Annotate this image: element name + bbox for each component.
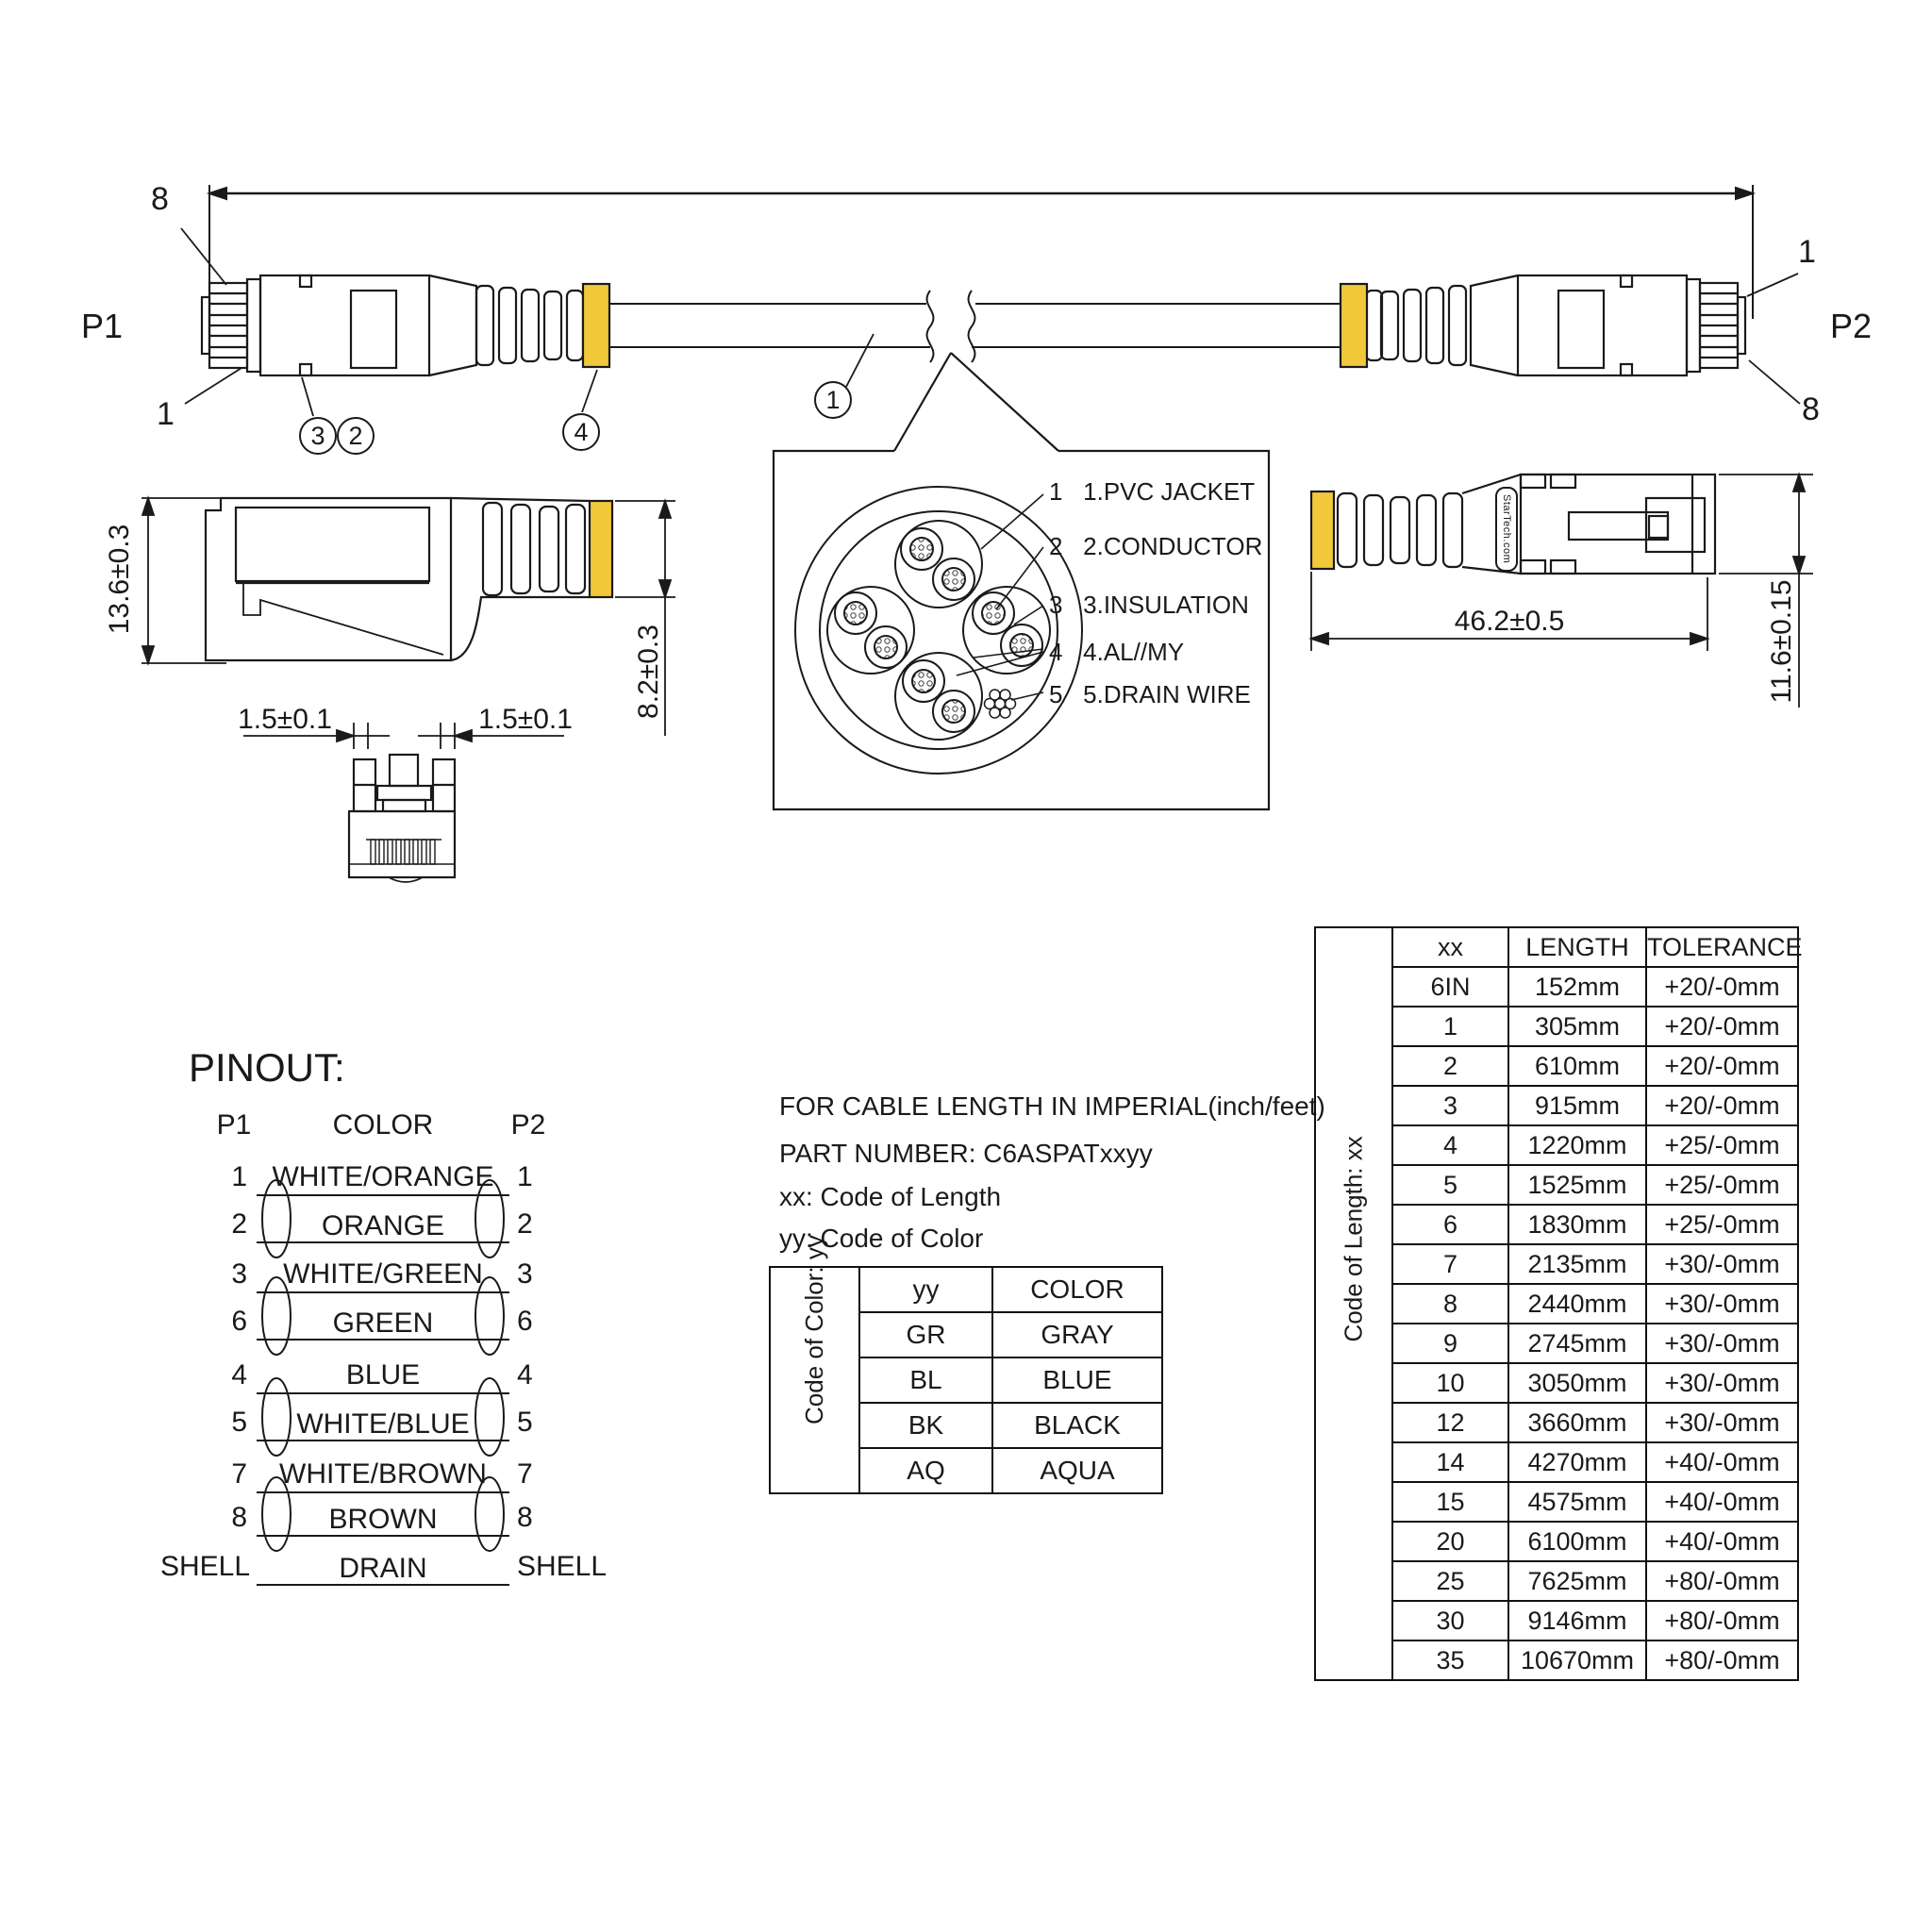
cs-label-5: 5.DRAIN WIRE <box>1083 680 1251 708</box>
len-tol: +20/-0mm <box>1646 1007 1798 1046</box>
pinout-title: PINOUT: <box>189 1045 345 1090</box>
side-view-drawing <box>142 498 675 736</box>
len-mm: 2135mm <box>1508 1244 1646 1284</box>
cs-item-5 <box>1049 680 1251 709</box>
length-table-header-tolerance: TOLERANCE <box>1646 927 1798 967</box>
pinout-p2-3: 3 <box>517 1258 533 1290</box>
cs-num-5: 5 <box>1049 680 1063 708</box>
len-mm: 2440mm <box>1508 1284 1646 1324</box>
len-mm: 10670mm <box>1508 1641 1646 1680</box>
pinout-p1-5: 5 <box>231 1407 247 1438</box>
len-mm: 915mm <box>1508 1086 1646 1125</box>
pinout-p2-6: 6 <box>517 1306 533 1337</box>
len-mm: 4575mm <box>1508 1482 1646 1522</box>
pinout-color-4: BLUE <box>345 1359 421 1391</box>
note-xx: xx: Code of Length <box>779 1182 1002 1211</box>
note-yy: yy: Code of Color <box>779 1224 984 1253</box>
len-xx: 6 <box>1392 1205 1508 1244</box>
len-mm: 6100mm <box>1508 1522 1646 1561</box>
len-xx: 6IN <box>1392 967 1508 1007</box>
pinout-p1-shell: SHELL <box>160 1551 251 1582</box>
top-view-drawing <box>1311 475 1813 708</box>
cs-num-1: 1 <box>1049 477 1063 506</box>
pinout-color-2: ORANGE <box>321 1210 445 1241</box>
len-tol: +30/-0mm <box>1646 1244 1798 1284</box>
cable-break-left <box>927 291 934 362</box>
p2-boot-yellow-band <box>1341 284 1367 367</box>
cs-num-4: 4 <box>1049 638 1063 666</box>
len-tol: +80/-0mm <box>1646 1601 1798 1641</box>
pinout-header-p1: P1 <box>216 1109 252 1141</box>
pinout-p2-5: 5 <box>517 1407 533 1438</box>
len-tol: +30/-0mm <box>1646 1403 1798 1442</box>
len-tol: +25/-0mm <box>1646 1205 1798 1244</box>
pvc-jacket-outer <box>795 487 1082 774</box>
cs-item-2 <box>1049 532 1262 561</box>
pinout-p2-1: 1 <box>517 1161 533 1192</box>
color-table-side-label-cell <box>770 1234 859 1493</box>
len-xx: 2 <box>1392 1046 1508 1086</box>
len-xx: 12 <box>1392 1403 1508 1442</box>
pinout-header-p2: P2 <box>510 1109 546 1141</box>
len-xx: 25 <box>1392 1561 1508 1601</box>
pinout-color-3: WHITE/GREEN <box>283 1258 483 1290</box>
len-xx: 15 <box>1392 1482 1508 1522</box>
pinout-color-5: WHITE/BLUE <box>296 1408 470 1440</box>
color-code-bl: BL <box>859 1357 992 1403</box>
pinout-color-drain: DRAIN <box>339 1553 427 1584</box>
front-view-drawing <box>243 723 564 882</box>
pinout-p2-2: 2 <box>517 1208 533 1240</box>
length-table-side-label-cell <box>1315 927 1392 1680</box>
pinout-p1-2: 2 <box>231 1208 247 1240</box>
callout-3-circle <box>299 417 337 455</box>
pinout-color-6: GREEN <box>332 1307 434 1339</box>
len-tol: +40/-0mm <box>1646 1442 1798 1482</box>
note-part-number: PART NUMBER: C6ASPATxxyy <box>779 1139 1153 1168</box>
p1-pin1-label: 1 <box>157 396 175 432</box>
pinout-p1-4: 4 <box>231 1359 247 1391</box>
color-table-header-yy: yy <box>859 1267 992 1312</box>
len-xx: 8 <box>1392 1284 1508 1324</box>
cs-item-1 <box>1049 477 1255 507</box>
len-xx: 9 <box>1392 1324 1508 1363</box>
top-view-yellow-band <box>1311 491 1334 569</box>
dim-tab-right-label: 1.5±0.1 <box>478 704 573 735</box>
twisted-pair-e <box>963 587 1050 674</box>
cs-label-2: 2.CONDUCTOR <box>1083 532 1263 560</box>
color-code-aq: AQ <box>859 1448 992 1493</box>
len-mm: 610mm <box>1508 1046 1646 1086</box>
len-mm: 1220mm <box>1508 1125 1646 1165</box>
brand-pill <box>1495 487 1518 572</box>
twisted-pair-s <box>895 653 982 740</box>
callout-3: 3 <box>310 421 325 450</box>
len-xx: 4 <box>1392 1125 1508 1165</box>
cross-section-drawing <box>795 487 1082 774</box>
pinout-p2-shell: SHELL <box>517 1551 608 1582</box>
len-tol: +20/-0mm <box>1646 1086 1798 1125</box>
len-mm: 3660mm <box>1508 1403 1646 1442</box>
pinout-p1-3: 3 <box>231 1258 247 1290</box>
p2-label: P2 <box>1830 307 1873 345</box>
p1-boot-yellow-band <box>583 284 609 367</box>
len-tol: +25/-0mm <box>1646 1165 1798 1205</box>
len-xx: 5 <box>1392 1165 1508 1205</box>
cs-label-4: 4.AL//MY <box>1083 638 1185 666</box>
callout-4: 4 <box>574 417 589 446</box>
callout-4-circle <box>562 413 600 451</box>
len-mm: 7625mm <box>1508 1561 1646 1601</box>
color-code-gr: GR <box>859 1312 992 1357</box>
len-mm: 305mm <box>1508 1007 1646 1046</box>
len-xx: 35 <box>1392 1641 1508 1680</box>
length-table-header-length: LENGTH <box>1508 927 1646 967</box>
length-code-table <box>1314 926 1803 1681</box>
len-tol: +80/-0mm <box>1646 1561 1798 1601</box>
cs-num-2: 2 <box>1049 532 1063 560</box>
overall-length-dimension <box>209 185 1753 319</box>
len-tol: +30/-0mm <box>1646 1363 1798 1403</box>
len-mm: 4270mm <box>1508 1442 1646 1482</box>
twisted-pair-n <box>895 521 982 608</box>
dim-top-length-label: 46.2±0.5 <box>1454 606 1565 637</box>
p2-pin1-label: 1 <box>1798 234 1816 270</box>
pinout-color-7: WHITE/BROWN <box>279 1458 487 1490</box>
cs-label-3: 3.INSULATION <box>1083 591 1249 619</box>
dim-13-6 <box>142 498 226 663</box>
dim-boot-height-label: 8.2±0.3 <box>633 625 664 719</box>
len-mm: 9146mm <box>1508 1601 1646 1641</box>
color-name-black: BLACK <box>992 1403 1162 1448</box>
twisted-pair-w <box>827 587 914 674</box>
cs-item-3 <box>1049 591 1249 620</box>
cable-break-right <box>969 291 975 362</box>
pvc-jacket-inner <box>820 511 1058 749</box>
cs-label-1: 1.PVC JACKET <box>1083 477 1256 506</box>
len-tol: +80/-0mm <box>1646 1641 1798 1680</box>
note-imperial: FOR CABLE LENGTH IN IMPERIAL(inch/feet) <box>779 1091 1325 1121</box>
brand-label: StarTech.com <box>1501 494 1512 564</box>
pinout-color-1: WHITE/ORANGE <box>272 1161 494 1192</box>
len-tol: +25/-0mm <box>1646 1125 1798 1165</box>
len-mm: 1830mm <box>1508 1205 1646 1244</box>
len-xx: 20 <box>1392 1522 1508 1561</box>
pinout-p1-8: 8 <box>231 1502 247 1533</box>
length-table-header-xx: xx <box>1392 927 1508 967</box>
cs-item-4 <box>1049 638 1184 667</box>
dim-top-height-label: 11.6±0.15 <box>1766 579 1797 704</box>
cable-drawing <box>609 291 1341 362</box>
len-mm: 1525mm <box>1508 1165 1646 1205</box>
len-tol: +20/-0mm <box>1646 967 1798 1007</box>
pinout-p2-4: 4 <box>517 1359 533 1391</box>
color-code-bk: BK <box>859 1403 992 1448</box>
table-row <box>1315 927 1798 967</box>
callout-1: 1 <box>825 385 841 414</box>
len-tol: +40/-0mm <box>1646 1522 1798 1561</box>
len-xx: 14 <box>1392 1442 1508 1482</box>
len-mm: 152mm <box>1508 967 1646 1007</box>
color-table-side-label: Code of Color: yy <box>800 1234 828 1424</box>
color-name-gray: GRAY <box>992 1312 1162 1357</box>
callout-2-circle <box>337 417 375 455</box>
callout-2: 2 <box>348 421 363 450</box>
len-xx: 30 <box>1392 1601 1508 1641</box>
pinout-header-color: COLOR <box>332 1109 434 1141</box>
len-tol: +30/-0mm <box>1646 1324 1798 1363</box>
p2-connector-drawing <box>1341 275 1745 375</box>
cross-section-leaders <box>957 494 1043 700</box>
side-view-yellow-band <box>590 501 612 597</box>
dim-side-height-label: 13.6±0.3 <box>104 524 135 635</box>
pinout-color-8: BROWN <box>328 1504 438 1535</box>
len-xx: 10 <box>1392 1363 1508 1403</box>
len-tol: +40/-0mm <box>1646 1482 1798 1522</box>
pinout-p1-6: 6 <box>231 1306 247 1337</box>
len-tol: +20/-0mm <box>1646 1046 1798 1086</box>
drain-wire-cluster <box>985 690 1016 718</box>
p1-label: P1 <box>81 307 124 345</box>
length-table-side-label: Code of Length: xx <box>1339 1135 1368 1341</box>
color-name-blue: BLUE <box>992 1357 1162 1403</box>
pinout-p1-1: 1 <box>231 1161 247 1192</box>
pinout-p2-7: 7 <box>517 1458 533 1490</box>
pinout-p1-7: 7 <box>231 1458 247 1490</box>
len-xx: 1 <box>1392 1007 1508 1046</box>
dim-tab-left-label: 1.5±0.1 <box>238 704 332 735</box>
color-table-header-color: COLOR <box>992 1267 1162 1312</box>
len-xx: 7 <box>1392 1244 1508 1284</box>
callout-1-circle <box>814 381 852 419</box>
cs-num-3: 3 <box>1049 591 1063 619</box>
len-xx: 3 <box>1392 1086 1508 1125</box>
color-name-aqua: AQUA <box>992 1448 1162 1493</box>
len-tol: +30/-0mm <box>1646 1284 1798 1324</box>
len-mm: 3050mm <box>1508 1363 1646 1403</box>
pinout-p2-8: 8 <box>517 1502 533 1533</box>
p1-connector-drawing <box>202 275 609 375</box>
table-row <box>770 1267 1162 1312</box>
len-mm: 2745mm <box>1508 1324 1646 1363</box>
p2-pin8-label: 8 <box>1802 391 1820 427</box>
p1-pin8-label: 8 <box>151 181 169 217</box>
